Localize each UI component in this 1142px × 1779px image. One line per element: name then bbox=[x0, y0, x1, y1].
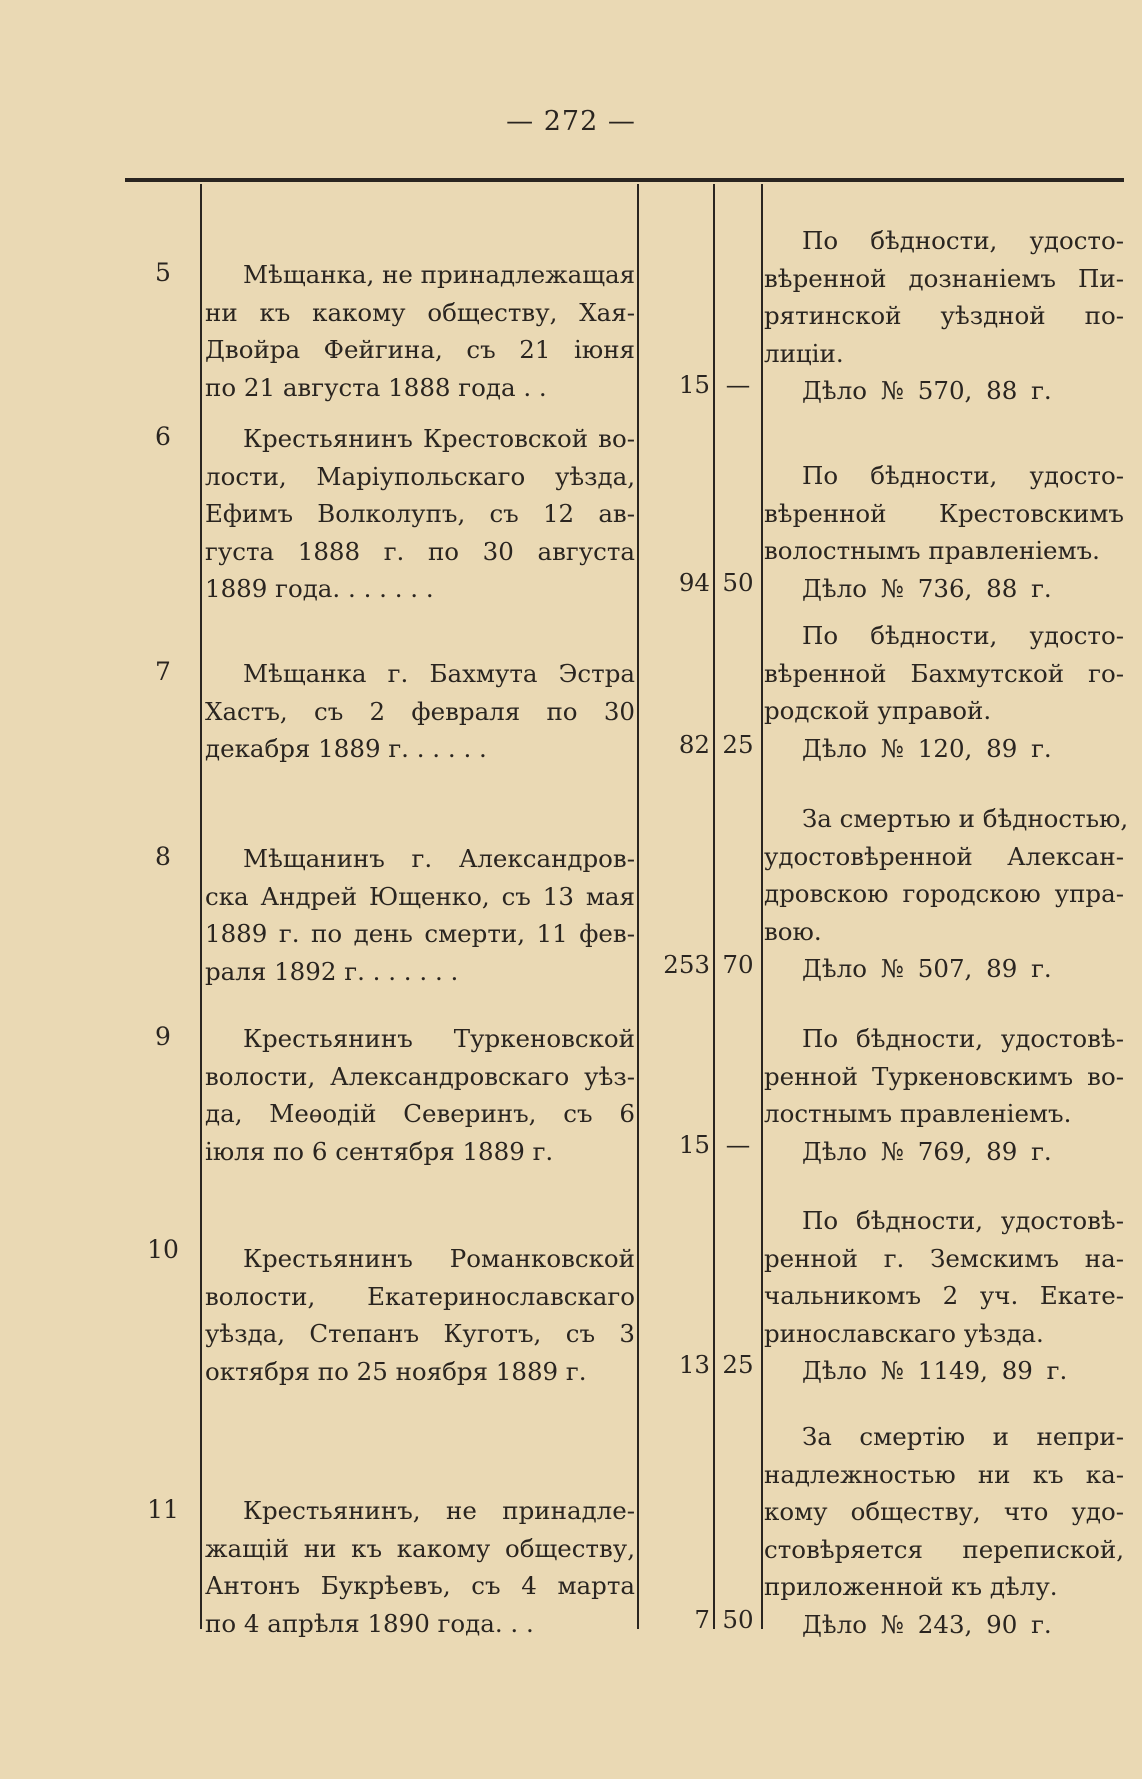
amount-rubles: 13 bbox=[678, 1350, 710, 1379]
case-reference: Дѣло № 243, 90 г. bbox=[802, 1609, 1052, 1639]
amount-kopeks: — bbox=[725, 370, 751, 399]
amount-rubles: 253 bbox=[663, 950, 710, 979]
entry-number: 6 bbox=[155, 422, 171, 451]
column-divider-description bbox=[637, 184, 639, 1629]
case-reference: Дѣло № 769, 89 г. bbox=[802, 1136, 1052, 1166]
entry-description: Мѣщанка, не принадлежащая ни къ какому обществу, Хая- Двойра Фейгина, съ 21 іюня по 21 августа 1888 года . . bbox=[205, 260, 636, 402]
amount-rubles: 15 bbox=[678, 1130, 710, 1159]
entry-description: Крестьянинъ, не принадле- жащій ни къ какому обществу, Антонъ Букрѣевъ, съ 4 марта по 4 апрѣля 1890 года. . . bbox=[205, 1496, 635, 1638]
entry-reason: По бѣдности, удостовѣ- ренной Туркеновскимъ во- лостнымъ правленіемъ. Дѣло № 769, 89 г. bbox=[764, 1020, 1124, 1170]
entry-description: Мѣщанка г. Бахмута Эстра Хастъ, съ 2 февраля по 30 декабря 1889 г. . . . . . bbox=[205, 659, 635, 764]
case-reference: Дѣло № 736, 88 г. bbox=[802, 573, 1052, 603]
column-divider-rubles bbox=[713, 184, 715, 1629]
case-reference: Дѣло № 507, 89 г. bbox=[802, 954, 1052, 984]
entry-reason: За смертью и бѣдностью, удостовѣренной Алексан- дровскою городскою упра- вою. Дѣло № 507, 89 г. bbox=[764, 800, 1124, 988]
entry-number: 8 bbox=[155, 842, 171, 871]
page-number: — 272 — bbox=[506, 106, 636, 137]
amount-kopeks: 70 bbox=[722, 950, 754, 979]
amount-rubles: 7 bbox=[694, 1605, 710, 1634]
amount-kopeks: 25 bbox=[722, 730, 754, 759]
case-reference: Дѣло № 120, 89 г. bbox=[802, 733, 1052, 763]
amount-kopeks: 25 bbox=[722, 1350, 754, 1379]
column-divider-number bbox=[200, 184, 202, 1629]
entry-description: Крестьянинъ Туркеновской волости, Александровскаго уѣз- да, Меѳодій Северинъ, съ 6 іюля по 6 сентября 1889 г. bbox=[205, 1024, 635, 1166]
entry-reason: По бѣдности, удосто- вѣренной дознаніемъ Пи- рятинской уѣздной по- лиціи. Дѣло № 570, 88 г. bbox=[764, 222, 1124, 410]
case-reference: Дѣло № 1149, 89 г. bbox=[802, 1356, 1068, 1386]
entry-description: Крестьянинъ Крестовской во- лости, Маріупольскаго уѣзда, Ефимъ Волколупъ, съ 12 ав- густа 1888 г. по 30 августа 1889 года. . . . . . . bbox=[205, 424, 635, 604]
entry-reason: По бѣдности, удосто- вѣренной Крестовскимъ волостнымъ правленіемъ. Дѣло № 736, 88 г. bbox=[764, 457, 1124, 607]
amount-kopeks: — bbox=[725, 1130, 751, 1159]
table-top-rule bbox=[125, 178, 1124, 182]
case-reference: Дѣло № 570, 88 г. bbox=[802, 376, 1052, 406]
entry-reason: По бѣдности, удостовѣ- ренной г. Земскимъ на- чальникомъ 2 уч. Екате- ринославскаго уѣзда. Дѣло № 1149, 89 г. bbox=[764, 1202, 1124, 1390]
entry-description: Мѣщанинъ г. Александров- ска Андрей Ющенко, съ 13 мая 1889 г. по день смерти, 11 фев- раля 1892 г. . . . . . . bbox=[205, 844, 635, 986]
column-divider-kopeks bbox=[761, 184, 763, 1629]
entry-description: Крестьянинъ Романковской волости, Екатеринославскаго уѣзда, Степанъ Куготъ, съ 3 октября по 25 ноября 1889 г. bbox=[205, 1244, 635, 1386]
amount-kopeks: 50 bbox=[722, 1605, 754, 1634]
entry-number: 11 bbox=[147, 1495, 179, 1524]
amount-rubles: 82 bbox=[678, 730, 710, 759]
amount-kopeks: 50 bbox=[722, 568, 754, 597]
entry-number: 10 bbox=[147, 1235, 179, 1264]
entry-number: 5 bbox=[155, 258, 171, 287]
entry-number: 9 bbox=[155, 1022, 171, 1051]
entry-number: 7 bbox=[155, 657, 171, 686]
amount-rubles: 94 bbox=[678, 568, 710, 597]
entry-reason: По бѣдности, удосто- вѣренной Бахмутской го- родской управой. Дѣло № 120, 89 г. bbox=[764, 617, 1124, 767]
entry-reason: За смертію и непри- надлежностью ни къ ка- кому обществу, что удо- стовѣряется перепиской, приложенной къ дѣлу. Дѣло № 243, 90 г. bbox=[764, 1418, 1124, 1644]
amount-rubles: 15 bbox=[678, 370, 710, 399]
